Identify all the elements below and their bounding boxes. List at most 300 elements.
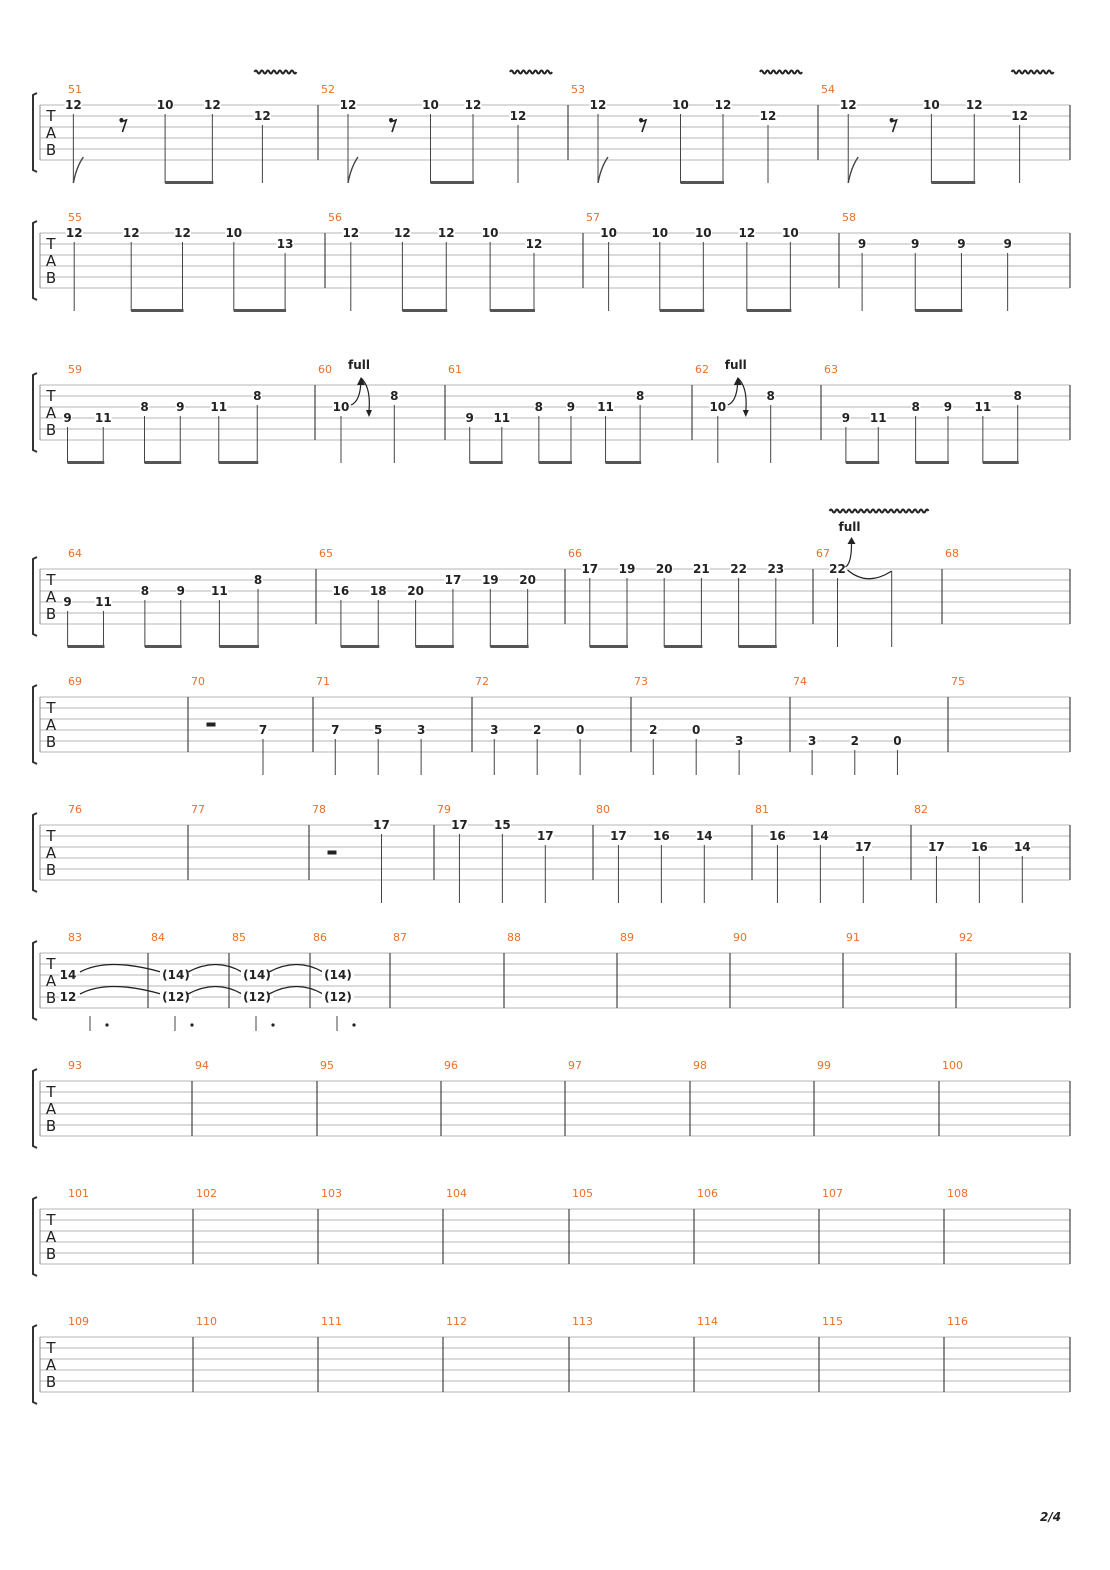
tab-system	[33, 931, 1070, 1031]
fret-number: 11	[869, 411, 887, 425]
tie-arc	[80, 965, 161, 973]
tab-system	[33, 510, 1070, 649]
beam	[983, 461, 1019, 464]
tie-arc	[269, 965, 323, 973]
measure-number: 66	[568, 547, 582, 560]
bend-arrow	[839, 520, 861, 567]
tab-clef-letter: B	[45, 1245, 57, 1263]
measure-number: 67	[816, 547, 830, 560]
measure	[733, 931, 747, 944]
measure	[755, 803, 872, 903]
beam	[470, 461, 503, 464]
measure-number: 92	[959, 931, 973, 944]
eighth-rest	[119, 118, 126, 132]
fret-number: 14	[812, 829, 829, 843]
fret-number: 12	[464, 98, 482, 112]
tab-system	[33, 211, 1070, 312]
beam	[846, 461, 879, 464]
tab-clef-letter: B	[45, 1373, 57, 1391]
grace-slash	[348, 157, 358, 183]
measure	[816, 510, 929, 648]
measure-number: 111	[321, 1315, 342, 1328]
page-number: 2/4	[1040, 1510, 1062, 1524]
beam	[681, 181, 725, 184]
measure-number: 105	[572, 1187, 593, 1200]
measure	[437, 803, 554, 903]
measure-number: 60	[318, 363, 332, 376]
measure-number: 102	[196, 1187, 217, 1200]
measure-number: 63	[824, 363, 838, 376]
measure-number: 57	[586, 211, 600, 224]
tab-clef-letter: A	[45, 972, 57, 990]
fret-number: 14	[695, 829, 713, 843]
tab-clef-letter: T	[46, 107, 56, 125]
fret-number: 11	[210, 400, 228, 414]
beam	[747, 309, 792, 312]
fret-number: 8	[253, 389, 262, 403]
measure-number: 58	[842, 211, 856, 224]
fret-number: 11	[597, 400, 614, 414]
fret-number: 10	[332, 400, 350, 414]
measure	[63, 363, 262, 464]
measure-number: 83	[68, 931, 82, 944]
beam	[739, 645, 777, 648]
measure-number: 79	[437, 803, 451, 816]
measure	[568, 1059, 582, 1072]
measure	[842, 211, 1012, 312]
fret-number: 9	[841, 411, 851, 425]
fret-number: (12)	[324, 990, 352, 1004]
bend-arrow	[348, 358, 372, 417]
measure-number: 93	[68, 1059, 82, 1072]
fret-number: 8	[766, 389, 775, 403]
measure-number: 97	[568, 1059, 582, 1072]
tab-clef-letter: B	[45, 1117, 57, 1135]
measure	[191, 803, 205, 816]
fret-number: (14)	[162, 968, 190, 982]
measure-number: 80	[596, 803, 610, 816]
fret-number: 3	[807, 734, 817, 748]
system-bracket	[33, 1069, 37, 1148]
augmentation-dot	[271, 1023, 274, 1026]
measure-number: 69	[68, 675, 82, 688]
fret-number: 21	[693, 562, 710, 576]
measure-number: 51	[68, 83, 82, 96]
measure	[196, 1315, 217, 1328]
tab-clef-letter: B	[45, 141, 57, 159]
fret-number: 10	[694, 226, 712, 240]
fret-number: 10	[600, 226, 617, 240]
vibrato-mark	[760, 71, 802, 74]
measure-number: 73	[634, 675, 648, 688]
fret-number: 8	[534, 400, 544, 414]
measure-number: 84	[151, 931, 165, 944]
measure-number: 114	[697, 1315, 718, 1328]
measure	[446, 1315, 467, 1328]
fret-number: 11	[493, 411, 511, 425]
tab-system	[33, 1187, 1070, 1276]
system-bracket	[33, 373, 37, 452]
measure	[824, 363, 1022, 464]
measure	[448, 363, 645, 464]
measure	[475, 675, 585, 775]
tab-system	[33, 1059, 1070, 1148]
measure-number: 74	[793, 675, 807, 688]
eighth-rest	[389, 118, 396, 132]
measure	[195, 1059, 209, 1072]
fret-number: 19	[618, 562, 636, 576]
system-bracket	[33, 1325, 37, 1404]
fret-number: 12	[589, 98, 607, 112]
fret-number: 12	[965, 98, 983, 112]
measure-number: 91	[846, 931, 860, 944]
fret-number: 10	[481, 226, 499, 240]
fret-number: 12	[339, 98, 357, 112]
measure-number: 81	[755, 803, 769, 816]
measure	[393, 931, 407, 944]
fret-number: 17	[581, 562, 599, 576]
measure-number: 104	[446, 1187, 467, 1200]
tab-system	[33, 71, 1070, 185]
measure	[68, 1315, 89, 1328]
measure	[313, 931, 356, 1031]
measure-number: 98	[693, 1059, 707, 1072]
bend-arrow	[725, 358, 749, 417]
fret-number: 22	[829, 562, 846, 576]
fret-number: 12	[254, 109, 271, 123]
tab-clef-letter: A	[45, 716, 57, 734]
beam	[664, 645, 702, 648]
fret-number: 2	[533, 723, 542, 737]
fret-number: 8	[1013, 389, 1022, 403]
fret-number: 12	[1011, 109, 1028, 123]
measure	[945, 547, 959, 560]
half-rest	[207, 723, 216, 727]
fret-number: 10	[709, 400, 727, 414]
measure-number: 68	[945, 547, 959, 560]
grace-slash	[598, 157, 608, 183]
measure	[793, 675, 902, 775]
fret-number: 14	[59, 968, 77, 982]
measure	[68, 1187, 89, 1200]
fret-number: 9	[1003, 237, 1012, 251]
half-rest	[328, 851, 337, 855]
measure	[817, 1059, 831, 1072]
measure	[232, 931, 323, 1031]
tie-arc	[188, 987, 242, 995]
beam	[68, 461, 105, 464]
fret-number: 8	[911, 400, 920, 414]
augmentation-dot	[352, 1023, 355, 1026]
measure	[695, 358, 775, 463]
tab-clef-letter: B	[45, 861, 57, 879]
tab-clef-letter: T	[46, 387, 56, 405]
fret-number: 16	[653, 829, 670, 843]
fret-number: 9	[63, 595, 72, 609]
tie-arc	[848, 570, 892, 579]
system-bracket	[33, 221, 37, 300]
beam	[490, 309, 535, 312]
measure	[620, 931, 634, 944]
tab-clef-letter: B	[45, 421, 57, 439]
measure	[947, 1315, 968, 1328]
vibrato-mark	[510, 71, 552, 74]
fret-number: 9	[566, 400, 576, 414]
augmentation-dot	[190, 1023, 193, 1026]
measure	[444, 1059, 458, 1072]
fret-number: 14	[1013, 840, 1031, 854]
measure-number: 64	[68, 547, 82, 560]
tab-clef-letter: B	[45, 989, 57, 1007]
tab-clef-letter: A	[45, 1356, 57, 1374]
measure-number: 65	[319, 547, 333, 560]
fret-number: 9	[943, 400, 953, 414]
bend-label: full	[724, 358, 747, 372]
system-bracket	[33, 557, 37, 636]
beam	[431, 181, 475, 184]
fret-number: 12	[204, 98, 221, 112]
fret-number: 10	[225, 226, 243, 240]
beam	[68, 645, 105, 648]
measure-number: 89	[620, 931, 634, 944]
bend-label: full	[348, 358, 370, 372]
fret-number: 9	[957, 237, 966, 251]
measure-number: 94	[195, 1059, 209, 1072]
fret-number: 10	[156, 98, 174, 112]
measure-number: 112	[446, 1315, 467, 1328]
measure-number: 54	[821, 83, 835, 96]
system-bracket	[33, 93, 37, 172]
measure	[63, 547, 263, 648]
fret-number: 12	[174, 226, 191, 240]
tab-clef-letter: A	[45, 404, 57, 422]
tab-clef-letter: T	[46, 1083, 56, 1101]
measure	[68, 1059, 82, 1072]
fret-number: 11	[974, 400, 992, 414]
eighth-rest	[639, 118, 646, 132]
measure-number: 108	[947, 1187, 968, 1200]
eighth-rest	[890, 118, 897, 132]
beam	[539, 461, 572, 464]
fret-number: 20	[655, 562, 673, 576]
fret-number: 10	[651, 226, 669, 240]
vibrato-mark	[254, 71, 296, 74]
bend-label: full	[838, 520, 861, 534]
fret-number: 3	[416, 723, 426, 737]
beam	[490, 645, 528, 648]
measure	[586, 211, 799, 312]
measure	[822, 1315, 843, 1328]
fret-number: (14)	[243, 968, 271, 982]
fret-number: 10	[923, 98, 940, 112]
measure-number: 96	[444, 1059, 458, 1072]
measure-number: 53	[571, 83, 585, 96]
fret-number: 12	[59, 990, 77, 1004]
fret-number: 8	[140, 400, 149, 414]
measure-number: 103	[321, 1187, 342, 1200]
tab-system	[33, 358, 1070, 464]
fret-number: 8	[253, 573, 263, 587]
fret-number: (12)	[243, 990, 271, 1004]
fret-number: 15	[494, 818, 511, 832]
fret-number: 11	[211, 584, 228, 598]
beam	[931, 181, 975, 184]
fret-number: (12)	[162, 990, 190, 1004]
tab-clef-letter: A	[45, 1228, 57, 1246]
fret-number: 17	[928, 840, 945, 854]
fret-number: 12	[839, 98, 857, 112]
measure-number: 116	[947, 1315, 968, 1328]
tab-clef-letter: A	[45, 252, 57, 270]
fret-number: 20	[407, 584, 424, 598]
fret-number: 13	[276, 237, 294, 251]
beam	[219, 645, 259, 648]
fret-number: 9	[176, 584, 185, 598]
beam	[402, 309, 447, 312]
fret-number: 8	[635, 389, 645, 403]
measure-number: 59	[68, 363, 82, 376]
measure	[66, 211, 294, 312]
fret-number: 7	[331, 723, 340, 737]
fret-number: 2	[649, 723, 658, 737]
fret-number: 17	[451, 818, 468, 832]
measure	[320, 1059, 334, 1072]
measure-number: 100	[942, 1059, 963, 1072]
fret-number: 16	[769, 829, 786, 843]
fret-number: 3	[490, 723, 499, 737]
fret-number: 17	[536, 829, 554, 843]
fret-number: 7	[258, 723, 268, 737]
measure-number: 88	[507, 931, 521, 944]
measure	[507, 931, 521, 944]
measure-number: 101	[68, 1187, 89, 1200]
measure-number: 75	[951, 675, 965, 688]
beam	[219, 461, 259, 464]
fret-number: 20	[519, 573, 537, 587]
beam	[145, 645, 182, 648]
fret-number: 10	[672, 98, 689, 112]
measure	[318, 358, 399, 463]
measure	[697, 1315, 718, 1328]
beam	[660, 309, 705, 312]
tab-clef-letter: T	[46, 1339, 56, 1357]
measure	[846, 931, 860, 944]
measure	[697, 1187, 718, 1200]
measure-number: 106	[697, 1187, 718, 1200]
fret-number: 0	[575, 723, 585, 737]
fret-number: 17	[444, 573, 462, 587]
system-bracket	[33, 813, 37, 892]
beam	[606, 461, 642, 464]
beam	[916, 461, 949, 464]
tab-clef-letter: A	[45, 588, 57, 606]
fret-number: 19	[481, 573, 499, 587]
fret-number: 17	[373, 818, 390, 832]
fret-number: 12	[525, 237, 543, 251]
measure	[634, 675, 744, 775]
measure	[68, 803, 82, 816]
measure	[191, 675, 268, 775]
beam	[131, 309, 183, 312]
fret-number: 8	[390, 389, 399, 403]
fret-number: 12	[342, 226, 360, 240]
fret-number: 12	[65, 226, 83, 240]
measure-number: 113	[572, 1315, 593, 1328]
system-bracket	[33, 1197, 37, 1276]
fret-number: 12	[738, 226, 756, 240]
beam	[234, 309, 286, 312]
measure	[68, 675, 82, 688]
tab-clef-letter: B	[45, 733, 57, 751]
fret-number: 0	[692, 723, 701, 737]
fret-number: 11	[95, 595, 112, 609]
measure-number: 87	[393, 931, 407, 944]
measure-number: 77	[191, 803, 205, 816]
tie-arc	[269, 987, 323, 995]
fret-number: 12	[437, 226, 455, 240]
vibrato-mark	[1012, 71, 1054, 74]
fret-number: 17	[854, 840, 872, 854]
fret-number: 9	[176, 400, 185, 414]
fret-number: 23	[767, 562, 785, 576]
measure	[914, 803, 1031, 903]
tab-clef-letter: T	[46, 955, 56, 973]
tab-clef-letter: B	[45, 269, 57, 287]
fret-number: 8	[140, 584, 150, 598]
fret-number: 17	[610, 829, 627, 843]
measure-number: 115	[822, 1315, 843, 1328]
fret-number: 16	[971, 840, 988, 854]
tab-clef-letter: T	[46, 571, 56, 589]
grace-slash	[73, 157, 83, 183]
fret-number: (14)	[324, 968, 352, 982]
tie-arc	[188, 965, 242, 973]
beam	[590, 645, 628, 648]
measure	[947, 1187, 968, 1200]
fret-number: 12	[394, 226, 411, 240]
measure	[321, 1187, 342, 1200]
fret-number: 10	[422, 98, 439, 112]
tab-clef-letter: B	[45, 605, 57, 623]
fret-number: 22	[730, 562, 747, 576]
system-bracket	[33, 941, 37, 1020]
fret-number: 12	[714, 98, 732, 112]
measure-number: 72	[475, 675, 489, 688]
measure-number: 76	[68, 803, 82, 816]
tab-clef-letter: A	[45, 844, 57, 862]
tab-system	[33, 1315, 1070, 1404]
system-bracket	[33, 685, 37, 764]
fret-number: 9	[857, 237, 867, 251]
measure-number: 61	[448, 363, 462, 376]
fret-number: 12	[65, 98, 82, 112]
measure	[568, 547, 784, 648]
tab-clef-letter: A	[45, 124, 57, 142]
measure-number: 71	[316, 675, 330, 688]
measure	[446, 1187, 467, 1200]
measure	[316, 675, 426, 775]
measure	[942, 1059, 963, 1072]
fret-number: 5	[374, 723, 383, 737]
tab-system	[33, 675, 1070, 775]
fret-number: 0	[893, 734, 902, 748]
measure	[60, 931, 162, 1031]
measure	[693, 1059, 707, 1072]
fret-number: 12	[759, 109, 777, 123]
measure	[319, 547, 536, 648]
measure-number: 107	[822, 1187, 843, 1200]
measure	[572, 1315, 593, 1328]
